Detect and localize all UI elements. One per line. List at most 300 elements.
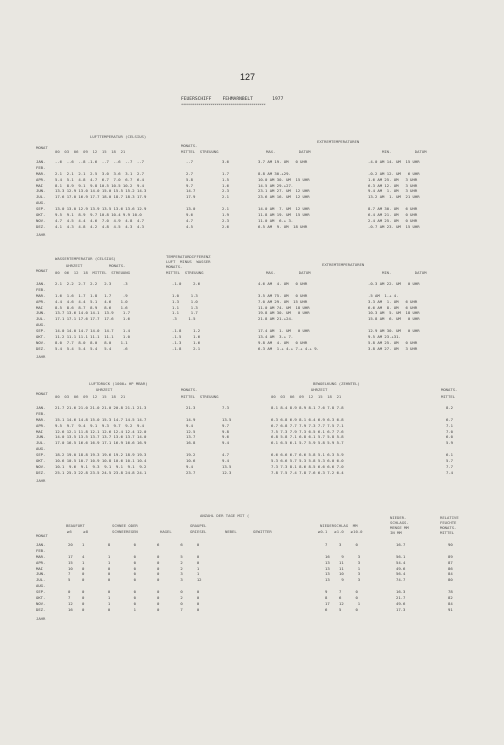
table-row: 7 0 0 0 0 3 1 — [68, 571, 200, 577]
table-cell: 21.7 — [396, 595, 406, 601]
table-row: 5.4 5.4 5.4 5.4 5.4 .6 — [55, 345, 128, 351]
col-min: MIN. DATUM — [382, 149, 427, 154]
table-cell: 89 — [448, 553, 453, 559]
month-label: JUL. — [36, 577, 46, 583]
table-cell: 16 9 3 — [325, 553, 361, 559]
table-cell: 13.4 AM 3.+ 7. — [258, 334, 294, 340]
table-cell: 16.3 — [396, 589, 406, 595]
s3-col-mittel: MITTEL STREUUNG — [181, 394, 219, 399]
month-label: DEZ. — [36, 606, 46, 612]
table-cell: 9.4 — [222, 440, 230, 446]
table-cell: 84 — [448, 600, 453, 606]
table-row: 10 0 0 0 0 2 1 — [68, 565, 200, 571]
s2-months — [36, 281, 45, 352]
table-row: -.6 -.6 -.8 -1.6 -.7 -.6 -.7 -.7 — [55, 159, 145, 164]
s4-col-feuchte: RELATIVE — [440, 515, 459, 520]
s2-col-min: MIN. DATUM — [382, 270, 427, 275]
s4-col-graupel: GRAUPEL — [190, 523, 207, 528]
table-row: 20 1 8 0 6 6 0 — [68, 542, 200, 547]
s2-col-mittel2: MITTEL STREUUNG — [166, 270, 204, 275]
table-row: 5.3 6.6 5.7 5.3 5.8 5.3 6.0 6.0 — [271, 458, 344, 464]
table-row: 11.2 11.1 11.1 11.1 11.1 1.0 — [55, 334, 130, 340]
table-cell: 7.4 — [446, 469, 454, 475]
table-cell: 3.3 AM 1. UM 6 UHR — [368, 298, 418, 304]
table-cell: 12.3 — [222, 469, 232, 475]
month-label: FEB. — [36, 164, 46, 170]
table-cell: 7 3 0 — [325, 542, 358, 547]
s4-col-nieder: NIEDERSCHLAG MM — [320, 523, 358, 528]
table-cell: 9.8 — [222, 428, 230, 434]
s4-col-schnee2: SCHNEEREGEN — [112, 529, 138, 534]
s4-col-menge3: MENGE MM — [390, 525, 409, 530]
table-cell: 6.0 — [446, 434, 454, 440]
table-cell: 23.1 AM 27. UM 12 UHR — [258, 188, 310, 194]
table-cell: 23.7 — [186, 469, 196, 475]
col-mittel-streuung: MITTEL STREUUNG — [181, 149, 219, 154]
table-row: 18.2 19.0 18.8 19.3 19.6 19.2 18.9 19.3 — [55, 452, 147, 458]
table-row: 8.0 7.7 8.0 8.0 8.0 1.1 — [55, 339, 128, 345]
table-row: 6.3 6.8 6.9 8.1 6.4 6.9 6.3 6.8 — [271, 416, 344, 422]
table-cell: 7.7 — [446, 463, 454, 469]
page-number: 127 — [240, 72, 256, 82]
table-cell: 7.0 — [446, 428, 454, 434]
month-label: AUG. — [36, 200, 46, 206]
table-row: 7.8 7.5 7.4 7.8 7.6 6.3 7.2 6.4 — [271, 469, 344, 475]
table-cell: 1.1 1.3 — [172, 304, 198, 310]
table-cell: 4.7 — [222, 452, 230, 458]
table-row: 1.6 1.6 1.7 1.8 1.7 .9 — [55, 292, 128, 298]
table-cell: 9.6 — [222, 434, 230, 440]
table-cell: 9.7 — [186, 182, 194, 188]
table-cell: 5.9 — [446, 440, 454, 446]
table-cell: 10.6 — [186, 458, 196, 464]
table-cell: 13 9 3 — [325, 577, 361, 583]
table-cell: 56.1 — [396, 553, 406, 559]
table-cell: 2.4 AM 25. UM 0 UHR — [368, 217, 418, 223]
table-cell: 17.3 — [396, 606, 406, 612]
s4-col-feuchte4: MITTEL — [440, 530, 455, 535]
month-label: AUG. — [36, 446, 46, 452]
table-row: 2.1 2.2 2.7 2.2 2.3 .3 — [55, 281, 128, 286]
s4-col-nieder2: ≥0.1 ≥1.0 ≥10.0 — [318, 529, 363, 534]
month-label: MAR. — [36, 553, 46, 559]
table-cell: -1.8 2.1 — [172, 345, 201, 351]
table-cell: 1.1 1.7 — [172, 310, 198, 316]
month-label: APR. — [36, 559, 46, 565]
table-cell: 23.6 AM 16. UM 12 UHR — [258, 194, 310, 200]
month-label: MAR. — [36, 416, 46, 422]
table-cell: 10.0 AM 30. UM 15 UHR — [258, 176, 310, 182]
table-cell: 2.1 — [222, 194, 230, 200]
table-cell: 9.6 — [186, 212, 194, 218]
s3-col-monats-b: MONATS- — [441, 387, 458, 392]
table-row: 17.1 17.1 17.6 17.7 17.6 1.6 — [55, 316, 130, 322]
s2-jahr: JAHR — [36, 354, 46, 359]
table-row: 12 0 1 0 0 0 0 — [68, 600, 200, 606]
table-cell: 1.6 AM 25. UM 3 UHR — [368, 176, 418, 182]
table-row: 13.3 12.9 13.0 14.0 15.0 15.5 15.2 14.3 — [55, 188, 147, 194]
s1-months — [36, 159, 45, 230]
table-cell: -0.3 AM 22. UM 0 UHR — [368, 281, 420, 286]
s3-hours-b: 00 03 06 09 12 15 18 21 — [271, 394, 342, 399]
table-cell: 1.6 — [222, 182, 230, 188]
s3-pressure-values — [55, 405, 146, 476]
table-cell: 82 — [448, 595, 453, 601]
table-cell: 13 11 3 — [325, 559, 361, 565]
table-cell: 19.2 — [186, 452, 196, 458]
extreme-temp-heading: EXTREMTEMPERATUREN — [317, 139, 360, 144]
table-cell: 4.7 — [186, 217, 194, 223]
s2-col-monats: MONATS- — [109, 263, 126, 268]
table-row: 5 0 0 0 0 3 12 — [68, 577, 202, 583]
s4-col-graupel2: GRIESEL — [190, 529, 207, 534]
table-cell: 4.6 AM 4. UM 0 UHR — [258, 281, 308, 286]
table-cell: 6.4 AM 21. UM 0 UHR — [368, 212, 418, 218]
month-label: SEP. — [36, 328, 46, 334]
table-cell: -1.3 1.6 — [172, 339, 201, 345]
month-label: NOV. — [36, 217, 46, 223]
s3-cloud-values — [271, 405, 344, 476]
table-cell: 21.8 AM 21.+24. — [258, 316, 294, 322]
month-label: MAI — [36, 565, 44, 571]
s4-col-hagel: HAGEL — [160, 529, 172, 534]
table-cell: 13 10 3 — [325, 571, 361, 577]
month-label: DEZ. — [36, 345, 46, 351]
month-label: FEB. — [36, 547, 46, 553]
table-row: 7 0 1 0 0 2 0 — [68, 595, 200, 601]
table-row: 9.5 9.1 8.9 9.7 10.8 10.4 9.9 10.0 — [55, 212, 142, 218]
table-cell: .5 AM 1.+ 4. — [368, 292, 399, 298]
table-cell: 8 6 0 — [325, 595, 358, 601]
s1-hourly-values — [55, 159, 146, 230]
month-label: NOV. — [36, 463, 46, 469]
s4-col-schnee: SCHNEE ODER — [112, 523, 138, 528]
s1-jahr: JAHR — [36, 232, 46, 237]
s1-streuung — [222, 159, 229, 230]
table-row: 10.1 9.6 9.1 9.3 9.1 9.1 9.1 9.2 — [55, 463, 147, 469]
table-cell: 12.9 AM 30. UM 0 UHR — [368, 328, 420, 334]
table-cell: 13.5 — [222, 463, 232, 469]
table-cell: 7.1 — [446, 422, 454, 428]
table-cell: 11.0 AM 6.+ 3. — [258, 217, 294, 223]
table-row: 4.1 4.3 4.8 4.2 4.8 4.5 4.3 4.3 — [55, 223, 145, 229]
month-label: JAN. — [36, 542, 46, 547]
temp-diff-heading2: LUFT MINUS WASSER — [166, 259, 211, 264]
s3-hours-a: 00 03 06 09 12 15 18 21 — [55, 394, 126, 399]
table-row: 14.0 14.0 14.7 14.0 14.7 1.4 — [55, 328, 130, 334]
s4-jahr: JAHR — [36, 616, 46, 621]
table-cell: 9.4 AM 1. UM 3 UHR — [368, 188, 418, 194]
table-cell: 14.9 — [186, 416, 196, 422]
table-cell: 1.0 1.3 — [172, 292, 198, 298]
table-cell: 6.5 AM 9. UM 18 UHR — [258, 223, 308, 229]
table-row: 4.7 4.5 4.4 4.6 7.0 4.9 4.8 4.7 — [55, 217, 145, 223]
table-cell: -1.5 1.6 — [172, 334, 201, 340]
table-cell: 3.6 — [222, 159, 230, 164]
table-cell: 86 — [448, 565, 453, 571]
s2-col-monat: MONAT — [36, 268, 48, 273]
month-label: JUL. — [36, 440, 46, 446]
month-label: JAN. — [36, 281, 46, 286]
month-label: APR. — [36, 298, 46, 304]
s4-col-gewitter: GEWITTER — [253, 529, 272, 534]
s4-col-monat: MONAT — [36, 533, 48, 538]
table-cell: 9.8 AM 4. UM 0 UHR — [258, 339, 308, 345]
table-cell: 1.9 — [222, 212, 230, 218]
table-row: 8.1 8.9 9.1 9.8 10.5 10.5 10.2 9.4 — [55, 182, 145, 188]
table-cell: 1.5 — [222, 176, 230, 182]
table-cell: 19.8 AM 30. UM 0 UHR — [258, 310, 310, 316]
table-cell: 2.7 — [186, 170, 194, 176]
table-row: 13.7 13.6 14.0 14.1 13.9 1.7 — [55, 310, 130, 316]
month-label: JUN. — [36, 188, 46, 194]
s2-min — [368, 281, 420, 352]
table-row: 21.7 21.6 21.0 21.0 21.0 20.8 21.1 21.3 — [55, 405, 147, 410]
table-cell: 11.0 AM 74. UM 18 UHR — [258, 304, 310, 310]
table-cell: 87 — [448, 559, 453, 565]
table-cell: 80 — [448, 577, 453, 583]
s2-col-monats2: MONATS- — [166, 264, 183, 269]
table-row: 8.1 8.4 8.9 8.9 8.1 7.6 7.8 7.8 — [271, 405, 344, 410]
table-cell: 6.3 AM 12. UM 3 UHR — [368, 182, 418, 188]
s4-nieder — [325, 542, 360, 613]
table-cell: 17.9 — [186, 194, 196, 200]
table-row: 2.1 2.1 2.1 2.5 3.0 3.6 3.1 2.7 — [55, 170, 145, 176]
s4-months — [36, 542, 45, 613]
s3-mittel-b — [446, 405, 453, 476]
s4-menge — [396, 542, 405, 613]
month-label: AUG. — [36, 322, 46, 328]
s4-col-menge2: SCHLAGS- — [390, 520, 409, 525]
s2-diff — [172, 281, 200, 352]
table-cell: 16.8 — [186, 440, 196, 446]
table-cell: 8.2 — [446, 405, 454, 410]
table-cell: -1.0 2.6 — [172, 281, 201, 286]
table-cell: 11.8 AM 19. UM 15 UHR — [258, 212, 310, 218]
table-cell: 2.3 — [222, 217, 230, 223]
month-label: AUG. — [36, 583, 46, 589]
month-label: APR. — [36, 176, 46, 182]
table-cell: 21.3 — [186, 405, 196, 410]
table-cell: 6.3 AM 1.+ 4.+ 7.+ 4.+ 9. — [258, 345, 319, 351]
temp-diff-heading: TEMPERATURDIFFERENZ — [166, 254, 211, 259]
station-title: FEUERSCHIFF FEHMARNBELT 1977 — [181, 97, 284, 102]
month-label: MAR. — [36, 292, 46, 298]
table-cell: 7.0 AM 29. UM 15 UHR — [258, 298, 308, 304]
table-cell: 10.3 AM 5. UM 18 UHR — [368, 310, 420, 316]
table-cell: 8.7 AM 30. UM 6 UHR — [368, 206, 418, 212]
s4-col-feuchte2: FEUCHTE — [440, 520, 457, 525]
s4-col-beaufort: BEAUFORT — [66, 523, 85, 528]
table-cell: 2.6 — [222, 223, 230, 229]
month-label: FEB. — [36, 410, 46, 416]
table-cell: 9.5 AM 23.+31. — [368, 334, 401, 340]
table-row: 17 4 1 0 0 5 0 — [68, 553, 200, 559]
table-cell: 6.1 — [446, 452, 454, 458]
s4-day-counts — [68, 542, 202, 613]
table-cell: 9.4 — [186, 422, 194, 428]
table-cell: 1.3 1.0 — [172, 298, 198, 304]
table-row: 17.6 17.0 16.9 17.7 18.0 18.7 18.3 17.9 — [55, 194, 147, 200]
table-cell: 8.8 AM 30.+29. — [258, 170, 291, 176]
month-label: MAI — [36, 304, 44, 310]
table-cell: 13.2 AM 1. UM 21 UHR — [368, 194, 420, 200]
table-cell: -4.0 AM 14. UM 15 UHR — [368, 159, 420, 164]
table-row: 5.4 5.1 4.8 4.7 6.7 7.0 6.7 6.4 — [55, 176, 145, 182]
table-row: 4.4 4.6 4.4 5.1 4.6 1.0 — [55, 298, 128, 304]
table-row: 13.0 13.0 12.9 13.9 13.5 13.6 13.6 12.9 — [55, 206, 147, 212]
month-label: OKT. — [36, 458, 46, 464]
table-row: 15 1 1 0 0 2 0 — [68, 559, 200, 565]
s3-col-monat: MONAT — [36, 391, 48, 396]
table-row: 12.6 12.1 11.8 12.1 12.6 12.4 12.4 12.0 — [55, 428, 147, 434]
table-cell: 1.7 — [222, 170, 230, 176]
table-row: 10.6 10.5 10.7 10.9 10.8 10.6 10.1 10.4 — [55, 458, 147, 464]
table-row: 6.6 6.6 6.7 6.6 5.8 5.1 6.3 5.9 — [271, 452, 344, 458]
s4-col-feuchte3: MONATS- — [440, 525, 457, 530]
s3-col-uhrzeit: UHRZEIT — [96, 387, 113, 392]
month-label: JUN. — [36, 434, 46, 440]
month-label: DEZ. — [36, 223, 46, 229]
table-cell: -1.8 1.2 — [172, 328, 201, 334]
table-cell: 91 — [448, 606, 453, 612]
month-label: OKT. — [36, 212, 46, 218]
table-cell: 17 12 1 — [325, 600, 361, 606]
table-cell: 5.8 AM 25. UM 0 UHR — [368, 339, 418, 345]
table-cell: 9.4 — [222, 458, 230, 464]
s3-mittel-a — [186, 405, 195, 476]
table-cell: 5.7 — [446, 458, 454, 464]
pressure-heading: LUFTDRUCK (1000+ HP MBAR) — [89, 381, 148, 386]
air-temp-heading: LUFTTEMPERATUR (CELSIUS) — [90, 134, 147, 139]
table-row: 9.5 9.7 9.4 9.1 9.3 9.7 9.2 9.4 — [55, 422, 145, 428]
table-cell: 4.5 — [186, 223, 194, 229]
s1-min — [368, 159, 420, 230]
month-label: SEP. — [36, 452, 46, 458]
table-cell: 15.8 AM 6. UM 0 UHR — [368, 316, 420, 322]
s3-streuung-a — [222, 405, 231, 476]
s4-feuchte — [448, 542, 453, 613]
table-row: 6.8 5.8 7.1 6.8 6.1 5.7 5.8 5.8 — [271, 434, 344, 440]
table-cell: 17.4 AM 1. UM 0 UHR — [258, 328, 310, 334]
s4-col-menge4: IN MM — [390, 530, 402, 535]
table-row: 8.5 8.6 8.7 8.9 8.6 1.6 — [55, 304, 128, 310]
water-temp-heading: WASSERTEMPERATUR (CELSIUS) — [55, 256, 116, 261]
s3-col-uhrzeit-b: UHRZEIT — [311, 387, 328, 392]
table-cell: 13.7 — [186, 434, 196, 440]
table-row: 16 0 0 1 0 7 0 — [68, 606, 200, 612]
table-cell: 49.6 — [396, 565, 406, 571]
s4-col-nebel: NEBEL — [225, 529, 237, 534]
table-cell: 3.7 AM 19. UM 0 UHR — [258, 159, 308, 164]
month-label: SEP. — [36, 206, 46, 212]
table-row: 7.3 7.3 8.1 8.6 8.5 6.6 6.6 7.0 — [271, 463, 344, 469]
table-cell: 78 — [448, 589, 453, 595]
month-label: JUL. — [36, 194, 46, 200]
table-cell: 14.0 AM 7. UM 12 UHR — [258, 206, 310, 212]
s4-col-beaufort2: ≥6 ≥8 — [60, 529, 89, 534]
table-row: 25.1 25.3 22.8 23.5 24.5 23.8 24.8 24.1 — [55, 469, 147, 475]
table-row: 6.1 6.5 6.1 5.7 5.9 5.8 5.9 5.7 — [271, 440, 344, 446]
table-cell: 12.5 — [186, 428, 196, 434]
cloud-heading: BEWOELKUNG (ZEHNTEL) — [313, 381, 360, 386]
month-label: JUN. — [36, 571, 46, 577]
table-cell: 5.8 — [186, 176, 194, 182]
title-underline: ******************************************* — [181, 103, 266, 107]
table-cell: 13.5 — [222, 416, 232, 422]
month-label: FEB. — [36, 286, 46, 292]
s2-extreme-heading: EXTREMTEMPERATUREN — [322, 262, 365, 267]
s3-col-mittel-b: MITTEL — [441, 394, 456, 399]
table-cell: 84 — [448, 571, 453, 577]
table-row: 15.1 14.6 14.8 15.0 15.3 14.7 14.5 14.7 — [55, 416, 147, 422]
s3-jahr: JAHR — [36, 478, 46, 483]
table-cell: -0.2 AM 12. UM 6 UHR — [368, 170, 420, 176]
table-cell: -.7 — [186, 159, 194, 164]
month-label: MAR. — [36, 170, 46, 176]
month-label: JUL. — [36, 316, 46, 322]
table-cell: 13.0 — [186, 206, 196, 212]
s2-col-max: MAX. DATUM — [266, 270, 311, 275]
s1-mittel — [186, 159, 195, 230]
table-cell: 14.5 AM 29.+27. — [258, 182, 294, 188]
col-monatsmittel: MONATS- — [181, 143, 198, 148]
s2-col-uhrzeit: UHRZEIT — [66, 263, 83, 268]
col-monat: MONAT — [36, 145, 48, 150]
s2-values — [55, 281, 130, 352]
table-cell: 13 11 1 — [325, 565, 361, 571]
table-cell: 2.3 — [222, 188, 230, 194]
table-row: 6.7 6.8 7.7 7.9 7.3 7.7 7.5 7.1 — [271, 422, 344, 428]
table-row: 7.5 7.3 7.9 7.3 6.5 6.1 6.7 7.6 — [271, 428, 344, 434]
month-label: SEP. — [36, 589, 46, 595]
col-hours: 00 03 06 09 12 15 18 21 — [55, 149, 126, 154]
month-label: MAI — [36, 428, 44, 434]
table-cell: 3.5 AM 75. UM 0 UHR — [258, 292, 308, 298]
table-cell: 9.7 — [222, 422, 230, 428]
table-cell: 56.4 — [396, 571, 406, 577]
s1-max — [258, 159, 310, 230]
month-label: OKT. — [36, 334, 46, 340]
table-cell: 14.7 — [186, 188, 196, 194]
table-cell: 54.4 — [396, 559, 406, 565]
s2-max — [258, 281, 319, 352]
table-cell: 6.6 AM 8. UM 6 UHR — [368, 304, 418, 310]
table-cell: 9 7 0 — [325, 589, 358, 595]
table-cell: 9.4 — [186, 463, 194, 469]
s2-col-hours: 00 06 12 18 MITTEL STREUUNG — [55, 270, 130, 275]
table-row: 17.0 16.5 16.6 16.9 17.1 16.9 16.6 16.9 — [55, 440, 147, 446]
table-row: 0 0 0 0 0 0 0 — [68, 589, 200, 595]
table-cell: 7.3 — [222, 405, 230, 410]
table-cell: -0.7 AM 23. UM 15 UHR — [368, 223, 420, 229]
month-label: MAI — [36, 182, 44, 188]
table-cell: 74.7 — [396, 577, 406, 583]
table-cell: 49.6 — [396, 600, 406, 606]
table-cell: 2.1 — [222, 206, 230, 212]
month-label: NOV. — [36, 600, 46, 606]
col-max: MAX. DATUM — [266, 149, 311, 154]
table-cell: 3.8 AM 27. UM 3 UHR — [368, 345, 418, 351]
table-cell: .3 1.5 — [172, 316, 196, 322]
table-cell: 90 — [448, 542, 453, 547]
days-heading: ANZAHL DER TAGE MIT ( — [200, 513, 250, 518]
month-label: JAN. — [36, 159, 46, 164]
month-label: NOV. — [36, 339, 46, 345]
month-label: JUN. — [36, 310, 46, 316]
month-label: JAN. — [36, 405, 46, 410]
s3-col-monats: MONATS- — [181, 387, 198, 392]
